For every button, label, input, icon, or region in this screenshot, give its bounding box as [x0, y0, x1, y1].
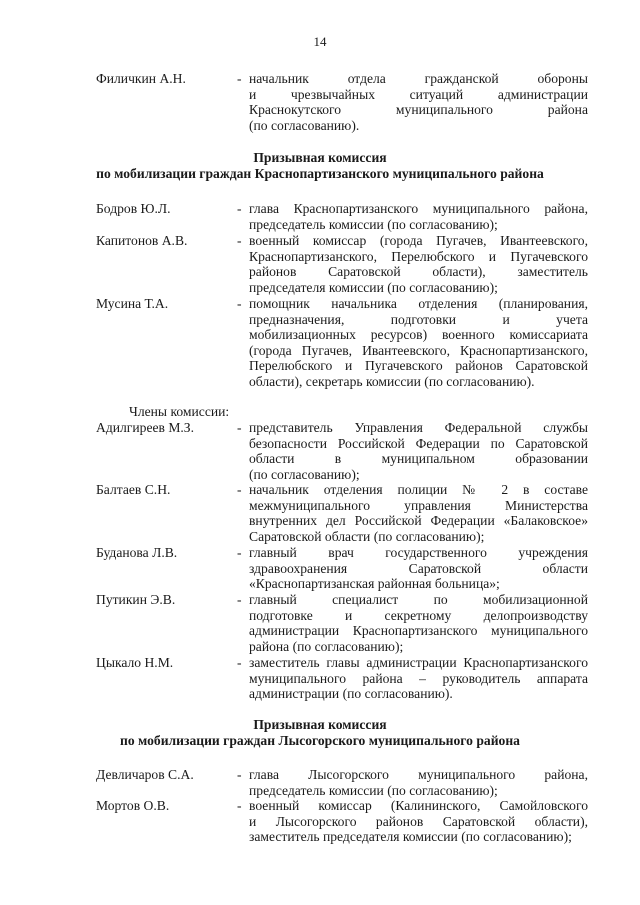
entry-description	[249, 296, 588, 390]
entry-name: Мусина Т.А.	[96, 296, 169, 311]
page-number: 14	[313, 34, 327, 49]
entry-dash: -	[237, 201, 242, 216]
section-title-line: Призывная комиссия	[253, 150, 387, 165]
entry-name: Капитонов А.В.	[96, 233, 188, 248]
desc-line: и Лысогорского районов Саратовской области),	[249, 813, 588, 829]
desc-line: (по согласованию);	[249, 466, 360, 482]
desc-line: Краснопартизанского, Перелюбского и Пугачевского	[249, 248, 588, 264]
entry-dash: -	[237, 71, 242, 86]
desc-line: района (по согласованию);	[249, 638, 404, 654]
entry-dash: -	[237, 592, 242, 607]
desc-line: мобилизационных ресурсов) военного комиссариата	[249, 327, 588, 343]
desc-line: глава Краснопартизанского муниципального района,	[249, 201, 588, 216]
entry-description	[249, 767, 588, 798]
desc-line: помощник начальника отделения (планирования,	[249, 296, 588, 311]
desc-line: области), секретарь комиссии (по согласованию).	[249, 373, 535, 389]
entry-dash: -	[237, 545, 242, 560]
desc-line: председатель комиссии (по согласованию);	[249, 782, 498, 798]
entry-description	[249, 201, 588, 232]
desc-line: главный специалист по мобилизационной	[249, 592, 588, 607]
entry-name: Путикин Э.В.	[96, 592, 176, 607]
entry-name: Бодров Ю.Л.	[96, 201, 171, 216]
desc-line: Перелюбского и Пугачевского районов Саратовской	[249, 358, 588, 374]
desc-line: области в муниципальном образовании	[249, 451, 588, 467]
desc-line: председатель комиссии (по согласованию);	[249, 216, 498, 232]
section-title-line: по мобилизации граждан Краснопартизанского муниципального района	[96, 166, 544, 181]
desc-line: администрации (по согласованию).	[249, 686, 453, 702]
desc-line: администрации Краснопартизанского муниципального	[249, 623, 588, 639]
entry-description	[249, 545, 588, 592]
desc-line: предназначения, подготовки и учета	[249, 311, 588, 327]
desc-line: (по согласованию).	[249, 117, 360, 133]
section-title-line: Призывная комиссия	[253, 717, 387, 732]
entry-description	[249, 482, 588, 544]
entry-dash: -	[237, 798, 242, 813]
entry-dash: -	[237, 296, 242, 311]
entry-description	[249, 420, 588, 482]
desc-line: районов Саратовской области), заместитель	[249, 264, 588, 280]
entry-name: Цыкало Н.М.	[96, 655, 174, 670]
entry-name: Балтаев С.Н.	[96, 482, 171, 497]
desc-line: и чрезвычайных ситуаций администрации	[249, 86, 588, 102]
entry-description	[249, 655, 588, 702]
entry-dash: -	[237, 655, 242, 670]
desc-line: межмуниципального управления Министерства	[249, 497, 588, 513]
desc-line: начальник отдела гражданской обороны	[249, 71, 588, 86]
entry-dash: -	[237, 767, 242, 782]
entry-name: Адилгиреев М.З.	[96, 420, 195, 435]
desc-line: заместитель председателя комиссии (по согласованию);	[249, 829, 572, 845]
desc-line: подготовке и секретному делопроизводству	[249, 607, 588, 623]
desc-line: глава Лысогорского муниципального района,	[249, 767, 588, 782]
section-title	[0, 150, 640, 182]
desc-line: здравоохранения Саратовской области	[249, 560, 588, 576]
desc-line: внутренних дел Российской Федерации «Балаковское»	[249, 513, 588, 529]
desc-line: Саратовской области (по согласованию);	[249, 528, 485, 544]
entry-description	[249, 798, 588, 845]
desc-line: «Краснопартизанская районная больница»;	[249, 576, 500, 592]
desc-line: военный комиссар (города Пугачев, Ивантеевского,	[249, 233, 588, 248]
desc-line: (города Пугачев, Ивантеевского, Краснопартизанского,	[249, 342, 588, 358]
entry-name: Девличаров С.А.	[96, 767, 194, 782]
desc-line: безопасности Российской Федерации по Саратовской	[249, 435, 588, 451]
desc-line: военный комиссар (Калининского, Самойловского	[249, 798, 588, 813]
desc-line: заместитель главы администрации Краснопартизанского	[249, 655, 588, 670]
entry-name: Мортов О.В.	[96, 798, 170, 813]
entry-description	[249, 592, 588, 654]
entry-name: Буданова Л.В.	[96, 545, 178, 560]
desc-line: начальник отделения полиции № 2 в составе	[249, 482, 588, 497]
entry-description	[249, 71, 588, 133]
entry-description	[249, 233, 588, 295]
desc-line: главный врач государственного учреждения	[249, 545, 588, 560]
section-title-line: по мобилизации граждан Лысогорского муниципального района	[120, 733, 520, 748]
desc-line: представитель Управления Федеральной службы	[249, 420, 588, 435]
entry-name: Филичкин А.Н.	[96, 71, 186, 86]
section-title	[0, 717, 640, 749]
entry-dash: -	[237, 420, 242, 435]
desc-line: муниципального района – руководитель аппарата	[249, 670, 588, 686]
entry-dash: -	[237, 233, 242, 248]
entry-dash: -	[237, 482, 242, 497]
desc-line: председателя комиссии (по согласованию);	[249, 279, 498, 295]
desc-line: Краснокутского муниципального района	[249, 102, 588, 118]
members-label: Члены комиссии:	[129, 404, 230, 419]
